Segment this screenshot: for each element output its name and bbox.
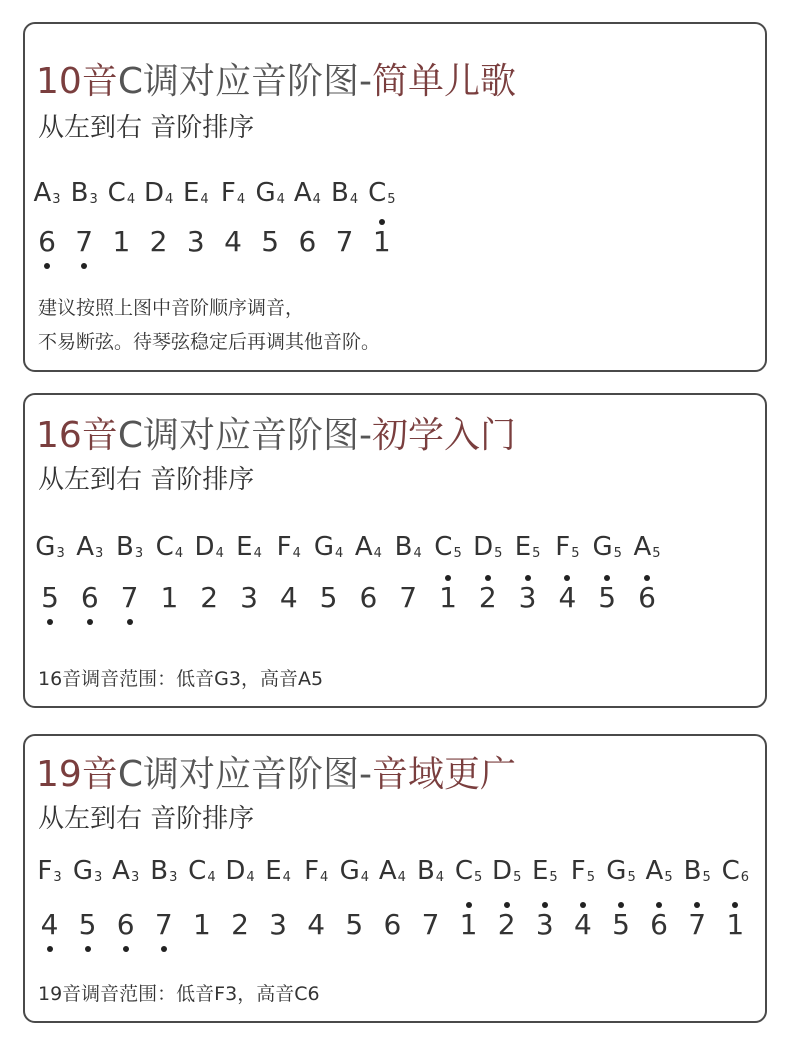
degree-digit: 1 (112, 225, 131, 258)
low-octave-dot (44, 263, 50, 269)
degree-digit: 5 (41, 581, 59, 614)
octave-number: 4 (373, 546, 382, 561)
scale-degree (429, 581, 467, 615)
note-name (289, 178, 325, 213)
scale-degree (71, 581, 109, 615)
degree-digit: 4 (307, 908, 326, 941)
degree-digit: 5 (598, 581, 617, 614)
octave-number: 3 (130, 870, 140, 885)
octave-number: 5 (513, 870, 522, 885)
note-name (107, 856, 144, 891)
octave-number: 4 (215, 546, 224, 561)
note-name (564, 856, 601, 891)
note-name (103, 178, 139, 213)
scale-degree (29, 225, 65, 259)
high-octave-dot (445, 575, 451, 581)
scale-degree (412, 908, 449, 942)
note-name (374, 856, 411, 891)
scale-degree (526, 908, 563, 942)
degree-digit: 7 (421, 908, 440, 941)
footnote-line-1: 19音调音范围：低音F3，高音C6 (38, 983, 320, 1005)
octave-number: 4 (276, 192, 285, 207)
octave-number: 3 (52, 192, 61, 207)
title-main: C调对应音阶图- (117, 754, 372, 795)
scale-degree (190, 581, 228, 615)
title-main: C调对应音阶图- (117, 415, 372, 456)
title-main: C调对应音阶图- (117, 61, 372, 102)
scale-degree (469, 581, 507, 615)
degree-digit: 7 (688, 908, 707, 941)
note-letter: A (33, 178, 52, 208)
degree-digit: 6 (638, 581, 656, 614)
note-letter: F (570, 856, 586, 886)
degree-digit: 5 (261, 225, 280, 258)
octave-number: 4 (126, 192, 136, 207)
scale-degree (178, 225, 214, 259)
degree-digit: 6 (80, 581, 99, 614)
octave-number: 5 (664, 870, 673, 885)
note-name (141, 178, 177, 213)
octave-number: 4 (435, 870, 445, 885)
note-name (389, 532, 427, 567)
note-letter: B (394, 532, 413, 562)
note-letter: A (112, 856, 130, 886)
degree-digit: 6 (359, 581, 378, 614)
scale-degree (103, 225, 139, 259)
degree-digit: 6 (383, 908, 402, 941)
note-letter: C (454, 856, 474, 886)
octave-number: 4 (397, 870, 406, 885)
degree-digit: 5 (319, 581, 338, 614)
note-letter: A (378, 856, 397, 886)
degree-digit: 6 (38, 225, 56, 258)
high-octave-dot (379, 219, 385, 225)
scale-degree (31, 581, 69, 615)
scale-degree (374, 908, 411, 942)
note-letter: E (236, 532, 253, 562)
scale-degree (222, 908, 259, 942)
low-octave-dot (161, 946, 167, 952)
octave-number: 4 (335, 546, 344, 561)
card-subtitle: 从左到右 音阶排序 (38, 804, 255, 834)
footnote-line-2: 不易断弦。待琴弦稳定后再调其他音阶。 (38, 331, 381, 353)
note-name (641, 856, 678, 891)
note-name (222, 856, 259, 891)
degree-digit: 1 (372, 225, 391, 258)
degree-digit: 2 (149, 225, 168, 258)
card-title (36, 754, 516, 795)
note-letter: G (339, 856, 360, 886)
scale-degree (628, 581, 666, 615)
footnote-line-1: 建议按照上图中音阶顺序调音， (38, 297, 305, 319)
card-16-note-chart (23, 393, 767, 708)
note-letter: G (606, 856, 627, 886)
scale-degree (509, 581, 547, 615)
scale-degree (145, 908, 182, 942)
octave-number: 5 (702, 870, 711, 885)
scale-degree (327, 225, 363, 259)
note-letter: C (721, 856, 740, 886)
note-name (270, 532, 308, 567)
scale-degree (717, 908, 754, 942)
note-name (178, 178, 214, 213)
octave-number: 4 (207, 870, 216, 885)
note-letter: F (555, 532, 571, 562)
octave-number: 4 (360, 870, 370, 885)
note-letter: F (37, 856, 53, 886)
high-octave-dot (466, 902, 472, 908)
scale-degree (564, 908, 601, 942)
octave-number: 4 (253, 546, 262, 561)
note-name (509, 532, 547, 567)
note-letter: G (35, 532, 56, 562)
octave-number: 3 (134, 546, 144, 561)
high-octave-dot (504, 902, 510, 908)
card-19-note-chart (23, 734, 767, 1023)
note-letter: B (116, 532, 134, 562)
degree-digit: 1 (459, 908, 478, 941)
low-octave-dot (127, 619, 133, 625)
degree-digit: 4 (279, 581, 298, 614)
note-name (488, 856, 525, 891)
note-letter: E (182, 178, 200, 208)
degree-digit: 3 (518, 581, 537, 614)
note-name (31, 532, 69, 567)
note-name (469, 532, 507, 567)
octave-number: 5 (586, 870, 596, 885)
note-name (66, 178, 102, 213)
octave-number: 4 (174, 546, 184, 561)
degree-digit: 3 (269, 908, 287, 941)
note-letter: A (645, 856, 664, 886)
note-name (603, 856, 640, 891)
low-octave-dot (47, 619, 53, 625)
scale-degree (488, 908, 525, 942)
scale-degree (183, 908, 220, 942)
scale-degree (548, 581, 586, 615)
degree-digit: 6 (116, 908, 135, 941)
scale-degree (603, 908, 640, 942)
note-letter: G (72, 856, 94, 886)
note-name (336, 856, 373, 891)
scale-degree (111, 581, 149, 615)
note-letter: B (150, 856, 169, 886)
note-letter: G (313, 532, 335, 562)
note-name (679, 856, 716, 891)
scale-degree (215, 225, 251, 259)
note-name (230, 532, 268, 567)
note-name (588, 532, 626, 567)
note-letter: D (473, 532, 494, 562)
degree-digit: 2 (497, 908, 516, 941)
degree-digit: 3 (535, 908, 554, 941)
note-name (429, 532, 467, 567)
note-name (298, 856, 335, 891)
octave-number: 4 (236, 192, 246, 207)
degree-digit: 5 (345, 908, 364, 941)
octave-number: 5 (453, 546, 462, 561)
note-letter: D (143, 178, 164, 208)
note-name (450, 856, 487, 891)
octave-number: 4 (349, 192, 359, 207)
octave-number: 3 (95, 546, 104, 561)
note-name (526, 856, 563, 891)
scale-degree (349, 581, 387, 615)
note-letter: F (276, 532, 292, 562)
note-name (310, 532, 348, 567)
octave-number: 5 (532, 546, 541, 561)
scale-degree (364, 225, 400, 259)
degree-digit: 1 (439, 581, 457, 614)
note-name (412, 856, 449, 891)
note-name (183, 856, 220, 891)
scale-degree (69, 908, 106, 942)
octave-number: 4 (282, 870, 291, 885)
degree-digit: 5 (612, 908, 630, 941)
note-name (71, 532, 109, 567)
high-octave-dot (542, 902, 548, 908)
degree-digit: 5 (78, 908, 97, 941)
note-name (215, 178, 251, 213)
footnote-line-1: 16音调音范围：低音G3，高音A5 (38, 668, 324, 690)
octave-number: 5 (387, 192, 396, 207)
degree-digit: 7 (399, 581, 418, 614)
title-tail: 音域更广 (371, 754, 516, 795)
octave-number: 3 (169, 870, 178, 885)
note-letter: C (107, 178, 126, 208)
degree-digit: 7 (75, 225, 94, 258)
octave-number: 5 (474, 870, 483, 885)
scale-degree (141, 225, 177, 259)
octave-number: 4 (164, 192, 174, 207)
octave-number: 5 (571, 546, 580, 561)
card-subtitle: 从左到右 音阶排序 (38, 465, 255, 495)
note-name (548, 532, 586, 567)
note-letter: C (368, 178, 387, 208)
note-letter: A (76, 532, 95, 562)
degree-digit: 4 (558, 581, 577, 614)
note-letter: C (188, 856, 207, 886)
scale-degree (450, 908, 487, 942)
scale-degree (260, 908, 297, 942)
scale-degree (679, 908, 716, 942)
degree-digit: 1 (192, 908, 211, 941)
high-octave-dot (644, 575, 650, 581)
high-octave-dot (485, 575, 491, 581)
high-octave-dot (618, 902, 624, 908)
card-subtitle: 从左到右 音阶排序 (38, 113, 255, 143)
degree-digit: 6 (650, 908, 668, 941)
octave-number: 4 (246, 870, 255, 885)
note-name (29, 178, 65, 213)
scale-degree (588, 581, 626, 615)
degree-digit: 4 (40, 908, 59, 941)
note-letter: E (265, 856, 282, 886)
scale-degree (252, 225, 288, 259)
scale-degree (107, 908, 144, 942)
note-letter: B (331, 178, 349, 208)
octave-number: 5 (549, 870, 558, 885)
note-name (111, 532, 149, 567)
low-octave-dot (81, 263, 87, 269)
degree-digit: 4 (573, 908, 592, 941)
note-name (628, 532, 666, 567)
note-letter: E (531, 856, 549, 886)
degree-digit: 2 (478, 581, 497, 614)
title-number: 19音 (36, 754, 118, 795)
title-number: 16音 (36, 415, 118, 456)
octave-number: 3 (53, 870, 62, 885)
degree-digit: 7 (120, 581, 139, 614)
degree-digit: 2 (231, 908, 249, 941)
note-letter: G (592, 532, 613, 562)
note-name (327, 178, 363, 213)
note-letter: C (434, 532, 453, 562)
scale-degree (336, 908, 373, 942)
note-letter: D (492, 856, 513, 886)
note-name (190, 532, 228, 567)
note-name (364, 178, 400, 213)
degree-digit: 1 (160, 581, 179, 614)
note-letter: B (416, 856, 435, 886)
note-letter: D (194, 532, 215, 562)
degree-digit: 3 (240, 581, 258, 614)
note-letter: B (70, 178, 89, 208)
scale-degree (389, 581, 427, 615)
octave-number: 3 (56, 546, 65, 561)
card-title (36, 415, 516, 456)
note-name (260, 856, 297, 891)
note-name (717, 856, 754, 891)
octave-number: 5 (494, 546, 503, 561)
octave-number: 5 (613, 546, 622, 561)
scale-degree (31, 908, 68, 942)
octave-number: 3 (89, 192, 98, 207)
note-letter: A (354, 532, 373, 562)
degree-digit: 4 (224, 225, 242, 258)
note-letter: A (633, 532, 652, 562)
low-octave-dot (47, 946, 53, 952)
scale-degree (641, 908, 678, 942)
card-title (36, 61, 516, 102)
degree-digit: 2 (200, 581, 219, 614)
note-name (145, 856, 182, 891)
high-octave-dot (525, 575, 531, 581)
note-name (349, 532, 387, 567)
note-letter: F (220, 178, 236, 208)
octave-number: 4 (312, 192, 321, 207)
low-octave-dot (123, 946, 129, 952)
octave-number: 3 (94, 870, 103, 885)
note-name (252, 178, 288, 213)
octave-number: 4 (320, 870, 329, 885)
title-tail: 初学入门 (371, 415, 516, 456)
scale-degree (150, 581, 188, 615)
title-number: 10音 (36, 61, 118, 102)
note-letter: F (304, 856, 320, 886)
card-10-note-chart (23, 22, 767, 372)
high-octave-dot (580, 902, 586, 908)
scale-degree (270, 581, 308, 615)
scale-degree (66, 225, 102, 259)
degree-digit: 3 (186, 225, 205, 258)
note-letter: E (514, 532, 532, 562)
octave-number: 4 (200, 192, 209, 207)
note-letter: G (255, 178, 276, 208)
octave-number: 6 (740, 870, 750, 885)
note-name (150, 532, 188, 567)
degree-digit: 1 (726, 908, 745, 941)
octave-number: 4 (413, 546, 422, 561)
octave-number: 4 (292, 546, 301, 561)
note-letter: C (155, 532, 174, 562)
low-octave-dot (85, 946, 91, 952)
title-tail: 简单儿歌 (371, 61, 516, 102)
degree-digit: 7 (154, 908, 173, 941)
degree-digit: 7 (335, 225, 354, 258)
degree-digit: 6 (298, 225, 317, 258)
note-name (69, 856, 106, 891)
scale-degree (289, 225, 325, 259)
low-octave-dot (87, 619, 93, 625)
note-letter: D (225, 856, 246, 886)
note-letter: A (293, 178, 312, 208)
scale-degree (310, 581, 348, 615)
octave-number: 5 (652, 546, 661, 561)
octave-number: 5 (627, 870, 636, 885)
scale-degree (230, 581, 268, 615)
scale-degree (298, 908, 335, 942)
note-letter: B (683, 856, 702, 886)
note-name (31, 856, 68, 891)
